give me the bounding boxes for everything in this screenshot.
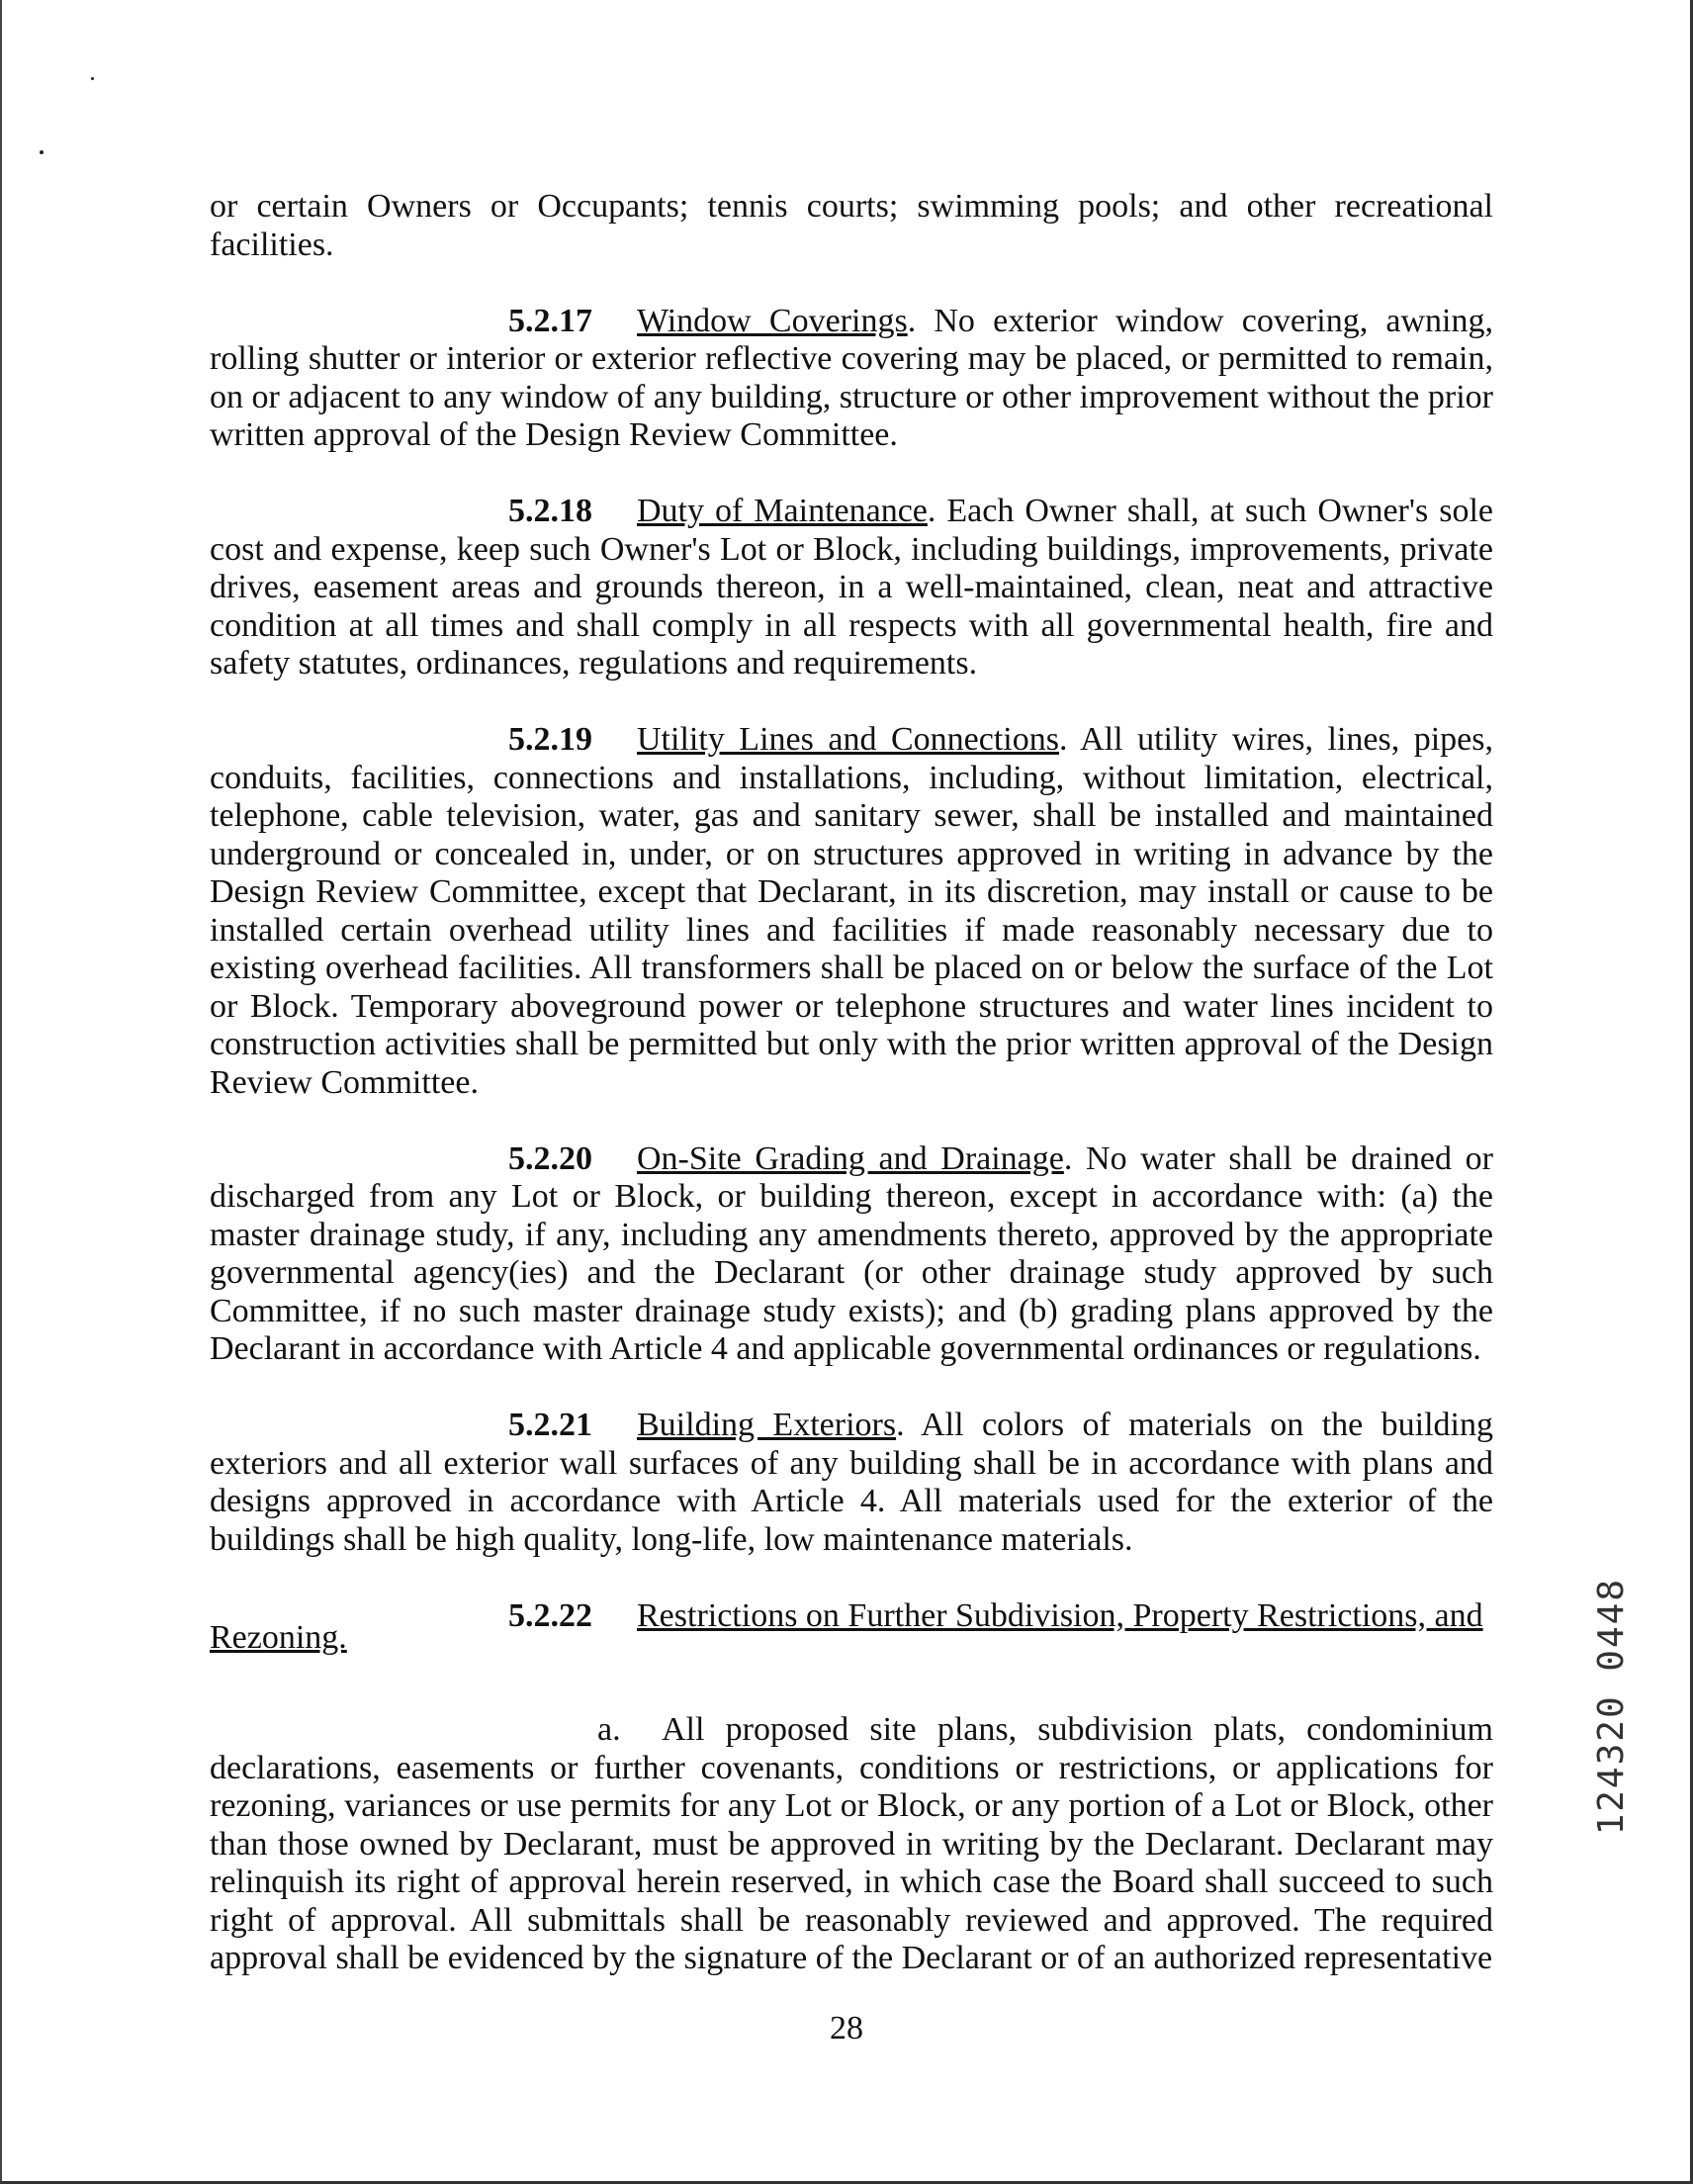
subsection-a — [210, 1711, 1493, 1978]
section-number: 5.2.21 — [508, 1407, 592, 1443]
section-body: . No water shall be drained or discharged from any Lot or Block, or building thereon, except in accordance with: (a) the master drainage study, if any, including any amendments thereto, approved by the appropriate governmental agency(ies) and the Declarant (or other drainage study approved by such Committee, if no such master drainage study exists); and (b) grading plans approved by the Declarant in accordance with Article 4 and applicable governmental ordinances or regulations. — [210, 1139, 1494, 1367]
section-5-2-22-heading — [210, 1596, 1493, 1656]
section-title: Window Coverings — [637, 302, 908, 339]
heading-row — [210, 1596, 1493, 1656]
page-number: 28 — [830, 2010, 863, 2047]
scan-edge-left — [0, 0, 2, 2184]
section-number: 5.2.17 — [508, 302, 592, 339]
section-number: 5.2.22 — [508, 1596, 592, 1634]
section-number: 5.2.18 — [508, 493, 592, 529]
heading-line-1 — [210, 1597, 1483, 1634]
section-body: . No exterior window covering, awning, rolling shutter or interior or exterior reflective covering may be placed, or permitted to remain, on or adjacent to any window of any building, structure or other improvement without the prior written approval of the Design Review Committee. — [210, 302, 1493, 453]
section-5-2-19 — [210, 721, 1493, 1102]
section-body: . All colors of materials on the building exteriors and all exterior wall surfaces of any building shall be in accordance with plans and designs approved in accordance with Article 4. All materials used for the exterior of the buildings shall be high quality, long-life, low maintenance materials. — [210, 1407, 1493, 1558]
subsection-body: All proposed site plans, subdivision plats, condominium declarations, easements or further covenants, conditions or restrictions, or applications for rezoning, variances or use permits for any Lot or Block, or any portion of a Lot or Block, other than those owned by Declarant, must be approved in writing by the Declarant. Declarant may relinquish its right of approval herein reserved, in which case the Board shall succeed to such right of approval. All submittals shall be reasonably reviewed and approved. The required approval shall be evidenced by the signature of the Declarant or of an authorized representative — [210, 1711, 1493, 1976]
recording-stamp: 124320 0448 — [1591, 1578, 1632, 1836]
section-number: 5.2.20 — [508, 1139, 592, 1177]
section-title: Restrictions on Further Subdivision, Property Restrictions, and — [637, 1596, 1483, 1634]
section-5-2-21 — [210, 1407, 1493, 1559]
section-5-2-17 — [210, 303, 1493, 455]
document-page — [210, 188, 1493, 2016]
scan-speck — [91, 77, 94, 80]
section-title: Building Exteriors — [637, 1407, 897, 1443]
section-5-2-18 — [210, 493, 1493, 683]
section-title: On-Site Grading and Drainage — [637, 1139, 1064, 1177]
section-title: Duty of Maintenance — [637, 493, 928, 529]
section-body: . Each Owner shall, at such Owner's sole cost and expense, keep such Owner's Lot or Block, including buildings, improvements, private drives, easement areas and grounds thereon, in a well-maintained, clean, neat and attractive condition at all times and shall comply in all respects with all governmental health, fire and safety statutes, ordinances, regulations and requirements. — [210, 493, 1493, 682]
section-title: Utility Lines and Connections — [637, 721, 1059, 758]
section-number: 5.2.19 — [508, 721, 592, 758]
scan-speck — [40, 150, 44, 154]
heading-line-2: Rezoning. — [210, 1618, 347, 1656]
subsection-letter: a. — [597, 1711, 621, 1748]
section-body: . All utility wires, lines, pipes, conduits, facilities, connections and installations, including, without limitation, electrical, telephone, cable television, water, gas and sanitary sewer, shall be installed and maintained underground or concealed in, under, or on structures approved in writing in advance by the Design Review Committee, except that Declarant, in its discretion, may install or cause to be installed certain overhead utility lines and facilities if made reasonably necessary due to existing overhead facilities. All transformers shall be placed on or below the surface of the Lot or Block. Temporary aboveground power or telephone structures and water lines incident to construction activities shall be permitted but only with the prior written approval of the Design Review Committee. — [210, 721, 1493, 1101]
intro-paragraph: or certain Owners or Occupants; tennis courts; swimming pools; and other recreational facilities. — [210, 188, 1493, 263]
section-5-2-20 — [210, 1140, 1493, 1369]
